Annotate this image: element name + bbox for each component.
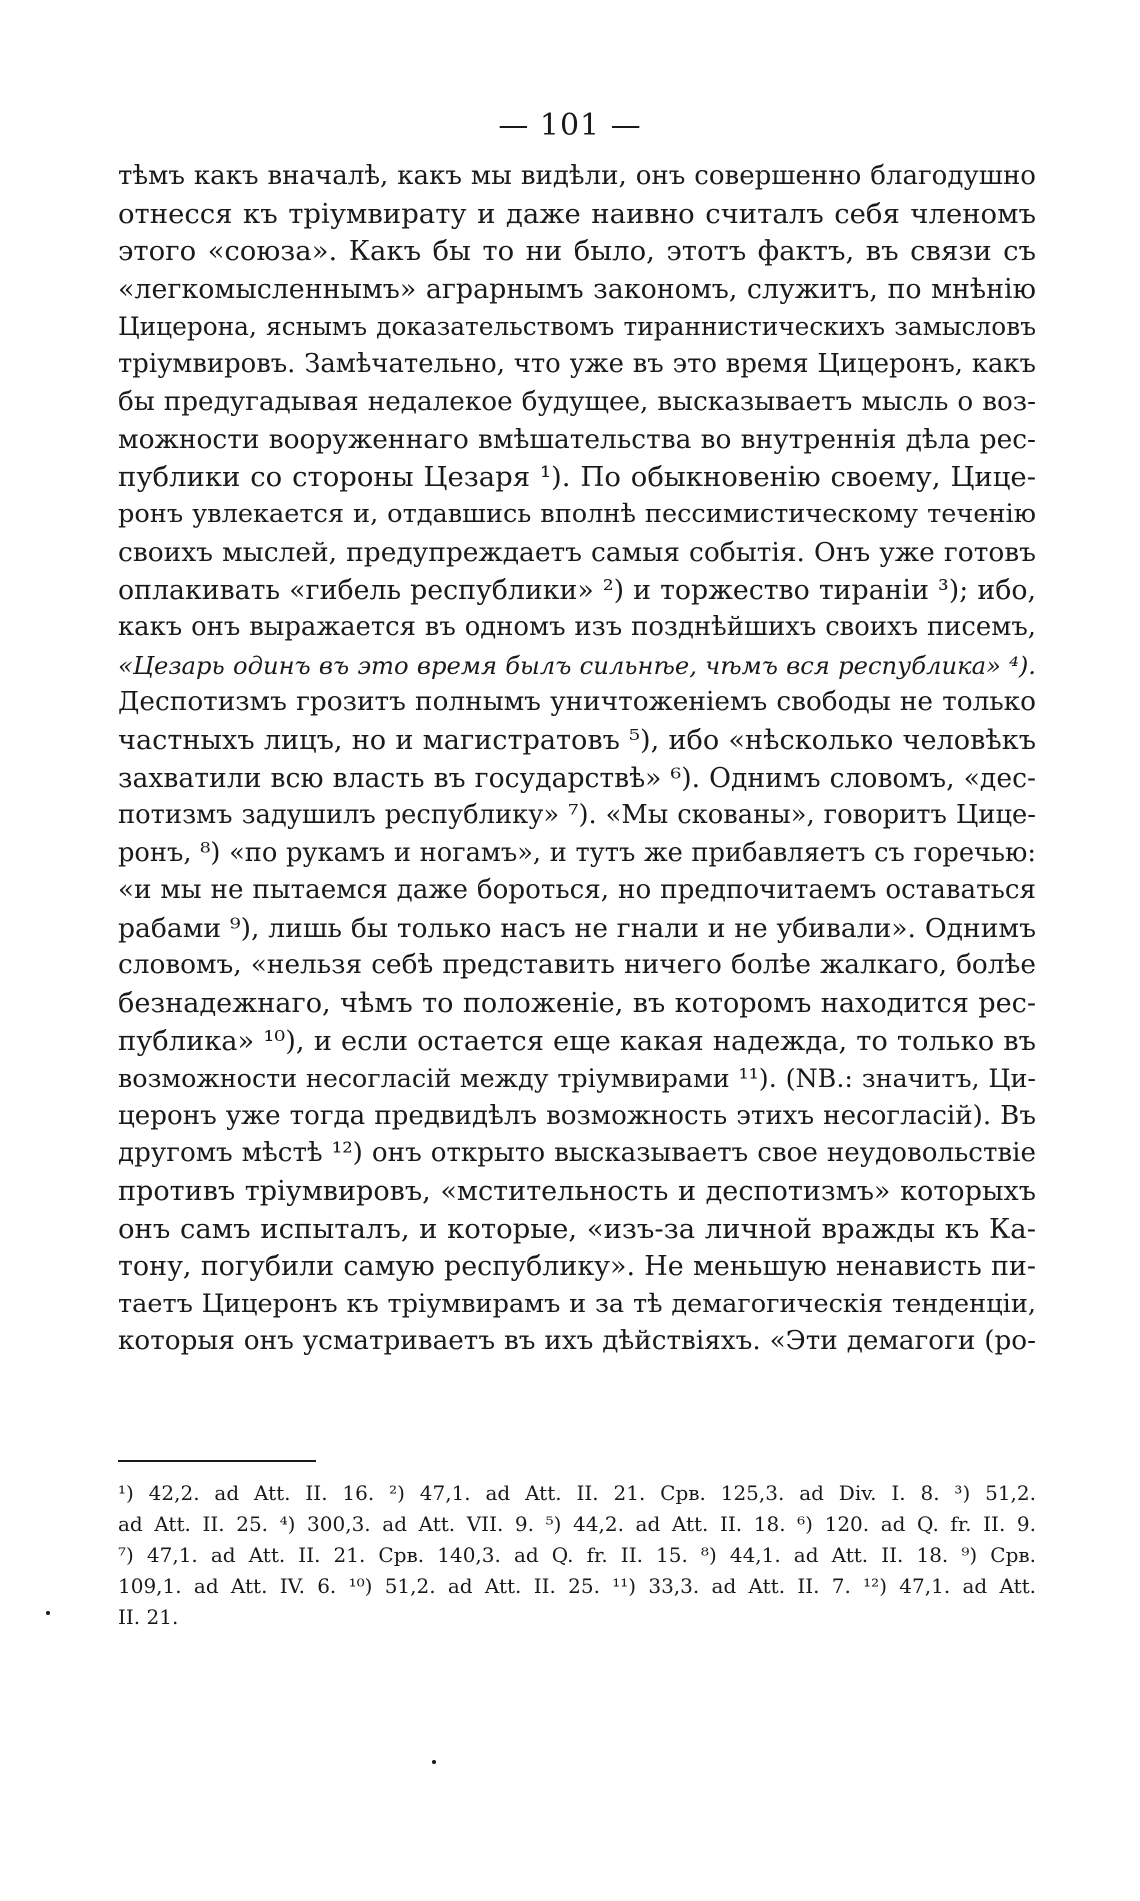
- text-line: ронъ, ⁸) «по рукамъ и ногамъ», и тутъ же прибавляетъ съ горечью:: [118, 837, 1036, 868]
- footnote-line: 109,1. ad Att. IV. 6. ¹⁰) 51,2. ad Att. II. 25. ¹¹) 33,3. ad Att. II. 7. ¹²) 47,1. ad Att.: [118, 1574, 1036, 1598]
- text-line: бы предугадывая недалекое будущее, высказываетъ мысль о воз-: [118, 386, 1036, 417]
- text-line: возможности несогласій между тріумвирами ¹¹). (NB.: значитъ, Ци-: [118, 1063, 1036, 1094]
- text-line: Деспотизмъ грозитъ полнымъ уничтоженіемъ свободы не только: [118, 687, 1036, 718]
- text-line: церонъ уже тогда предвидѣлъ возможность этихъ несогласій). Въ: [118, 1100, 1036, 1131]
- text-line: частныхъ лицъ, но и магистратовъ ⁵), ибо «нѣсколько человѣкъ: [118, 724, 1036, 756]
- footnotes: [118, 1478, 1036, 1633]
- text-line: другомъ мѣстѣ ¹²) онъ открыто высказываетъ свое неудовольствіе: [118, 1138, 1036, 1169]
- print-speck: [432, 1760, 436, 1764]
- text-line: «и мы не пытаемся даже бороться, но предпочитаемъ оставаться: [118, 875, 1036, 906]
- page-number: — 101 —: [498, 108, 642, 143]
- text-line: «легкомысленнымъ» аграрнымъ закономъ, служитъ, по мнѣнію: [118, 273, 1036, 305]
- text-line: можности вооруженнаго вмѣшательства во внутреннія дѣла рес-: [118, 424, 1036, 456]
- text-line: потизмъ задушилъ республику» ⁷). «Мы скованы», говоритъ Цице-: [118, 800, 1036, 831]
- text-line: Цицерона, яснымъ доказательствомъ тираннистическихъ замысловъ: [118, 312, 1036, 342]
- text-line: тѣмъ какъ вначалѣ, какъ мы видѣли, онъ совершенно благодушно: [118, 161, 1036, 191]
- text-line: публики со стороны Цезаря ¹). По обыкновенію своему, Цице-: [118, 460, 1036, 493]
- footnote-line: ⁷) 47,1. ad Att. II. 21. Срв. 140,3. ad Q. fr. II. 15. ⁸) 44,1. ad Att. II. 18. ⁹) Срв.: [118, 1543, 1036, 1567]
- text-line: которыя онъ усматриваетъ въ ихъ дѣйствіяхъ. «Эти демагоги (ро-: [118, 1326, 1036, 1357]
- text-line: своихъ мыслей, предупреждаетъ самыя событія. Онъ уже готовъ: [118, 536, 1036, 568]
- text-line: оплакивать «гибель республики» ²) и торжество тираніи ³); ибо,: [118, 574, 1036, 606]
- text-line: безнадежнаго, чѣмъ то положеніе, въ которомъ находится рес-: [118, 988, 1036, 1020]
- text-line: таетъ Цицеронъ къ тріумвирамъ и за тѣ демагогическія тенденціи,: [118, 1288, 1036, 1319]
- main-text: [118, 158, 1036, 1361]
- text-line: ронъ увлекается и, отдавшись вполнѣ пессимистическому теченію: [118, 499, 1036, 530]
- text-line: тріумвировъ. Замѣчательно, что уже въ это время Цицеронъ, какъ: [118, 348, 1036, 379]
- text-line: «Цезарь одинъ въ это время былъ сильнѣе, чѣмъ вся республика» ⁴).: [118, 650, 1036, 680]
- footnote-line: II. 21.: [118, 1605, 179, 1629]
- text-line: противъ тріумвировъ, «мстительность и деспотизмъ» которыхъ: [118, 1176, 1036, 1208]
- print-speck: [46, 1611, 50, 1615]
- text-line: какъ онъ выражается въ одномъ изъ позднѣйшихъ своихъ писемъ,: [118, 612, 1036, 643]
- footnote-line: ¹) 42,2. ad Att. II. 16. ²) 47,1. ad Att. II. 21. Срв. 125,3. ad Div. I. 8. ³) 51,2.: [118, 1481, 1036, 1505]
- text-line: рабами ⁹), лишь бы только насъ не гнали и не убивали». Однимъ: [118, 912, 1036, 944]
- text-line: публика» ¹⁰), и если остается еще какая надежда, то только въ: [118, 1025, 1036, 1057]
- footnote-line: ad Att. II. 25. ⁴) 300,3. ad Att. VII. 9. ⁵) 44,2. ad Att. II. 18. ⁶) 120. ad Q. fr. II. 9.: [118, 1512, 1036, 1536]
- text-line: словомъ, «нельзя себѣ представить ничего болѣе жалкаго, болѣе: [118, 950, 1036, 981]
- text-line: отнесся къ тріумвирату и даже наивно считалъ себя членомъ: [118, 197, 1036, 230]
- text-line: этого «союза». Какъ бы то ни было, этотъ фактъ, въ связи съ: [118, 235, 1036, 268]
- text-line: онъ самъ испыталъ, и которые, «изъ-за личной вражды къ Ка-: [118, 1212, 1036, 1245]
- text-line: тону, погубили самую республику». Не меньшую ненависть пи-: [118, 1251, 1036, 1283]
- footnote-divider: [118, 1460, 316, 1462]
- text-line: захватили всю власть въ государствѣ» ⁶). Однимъ словомъ, «дес-: [118, 762, 1036, 794]
